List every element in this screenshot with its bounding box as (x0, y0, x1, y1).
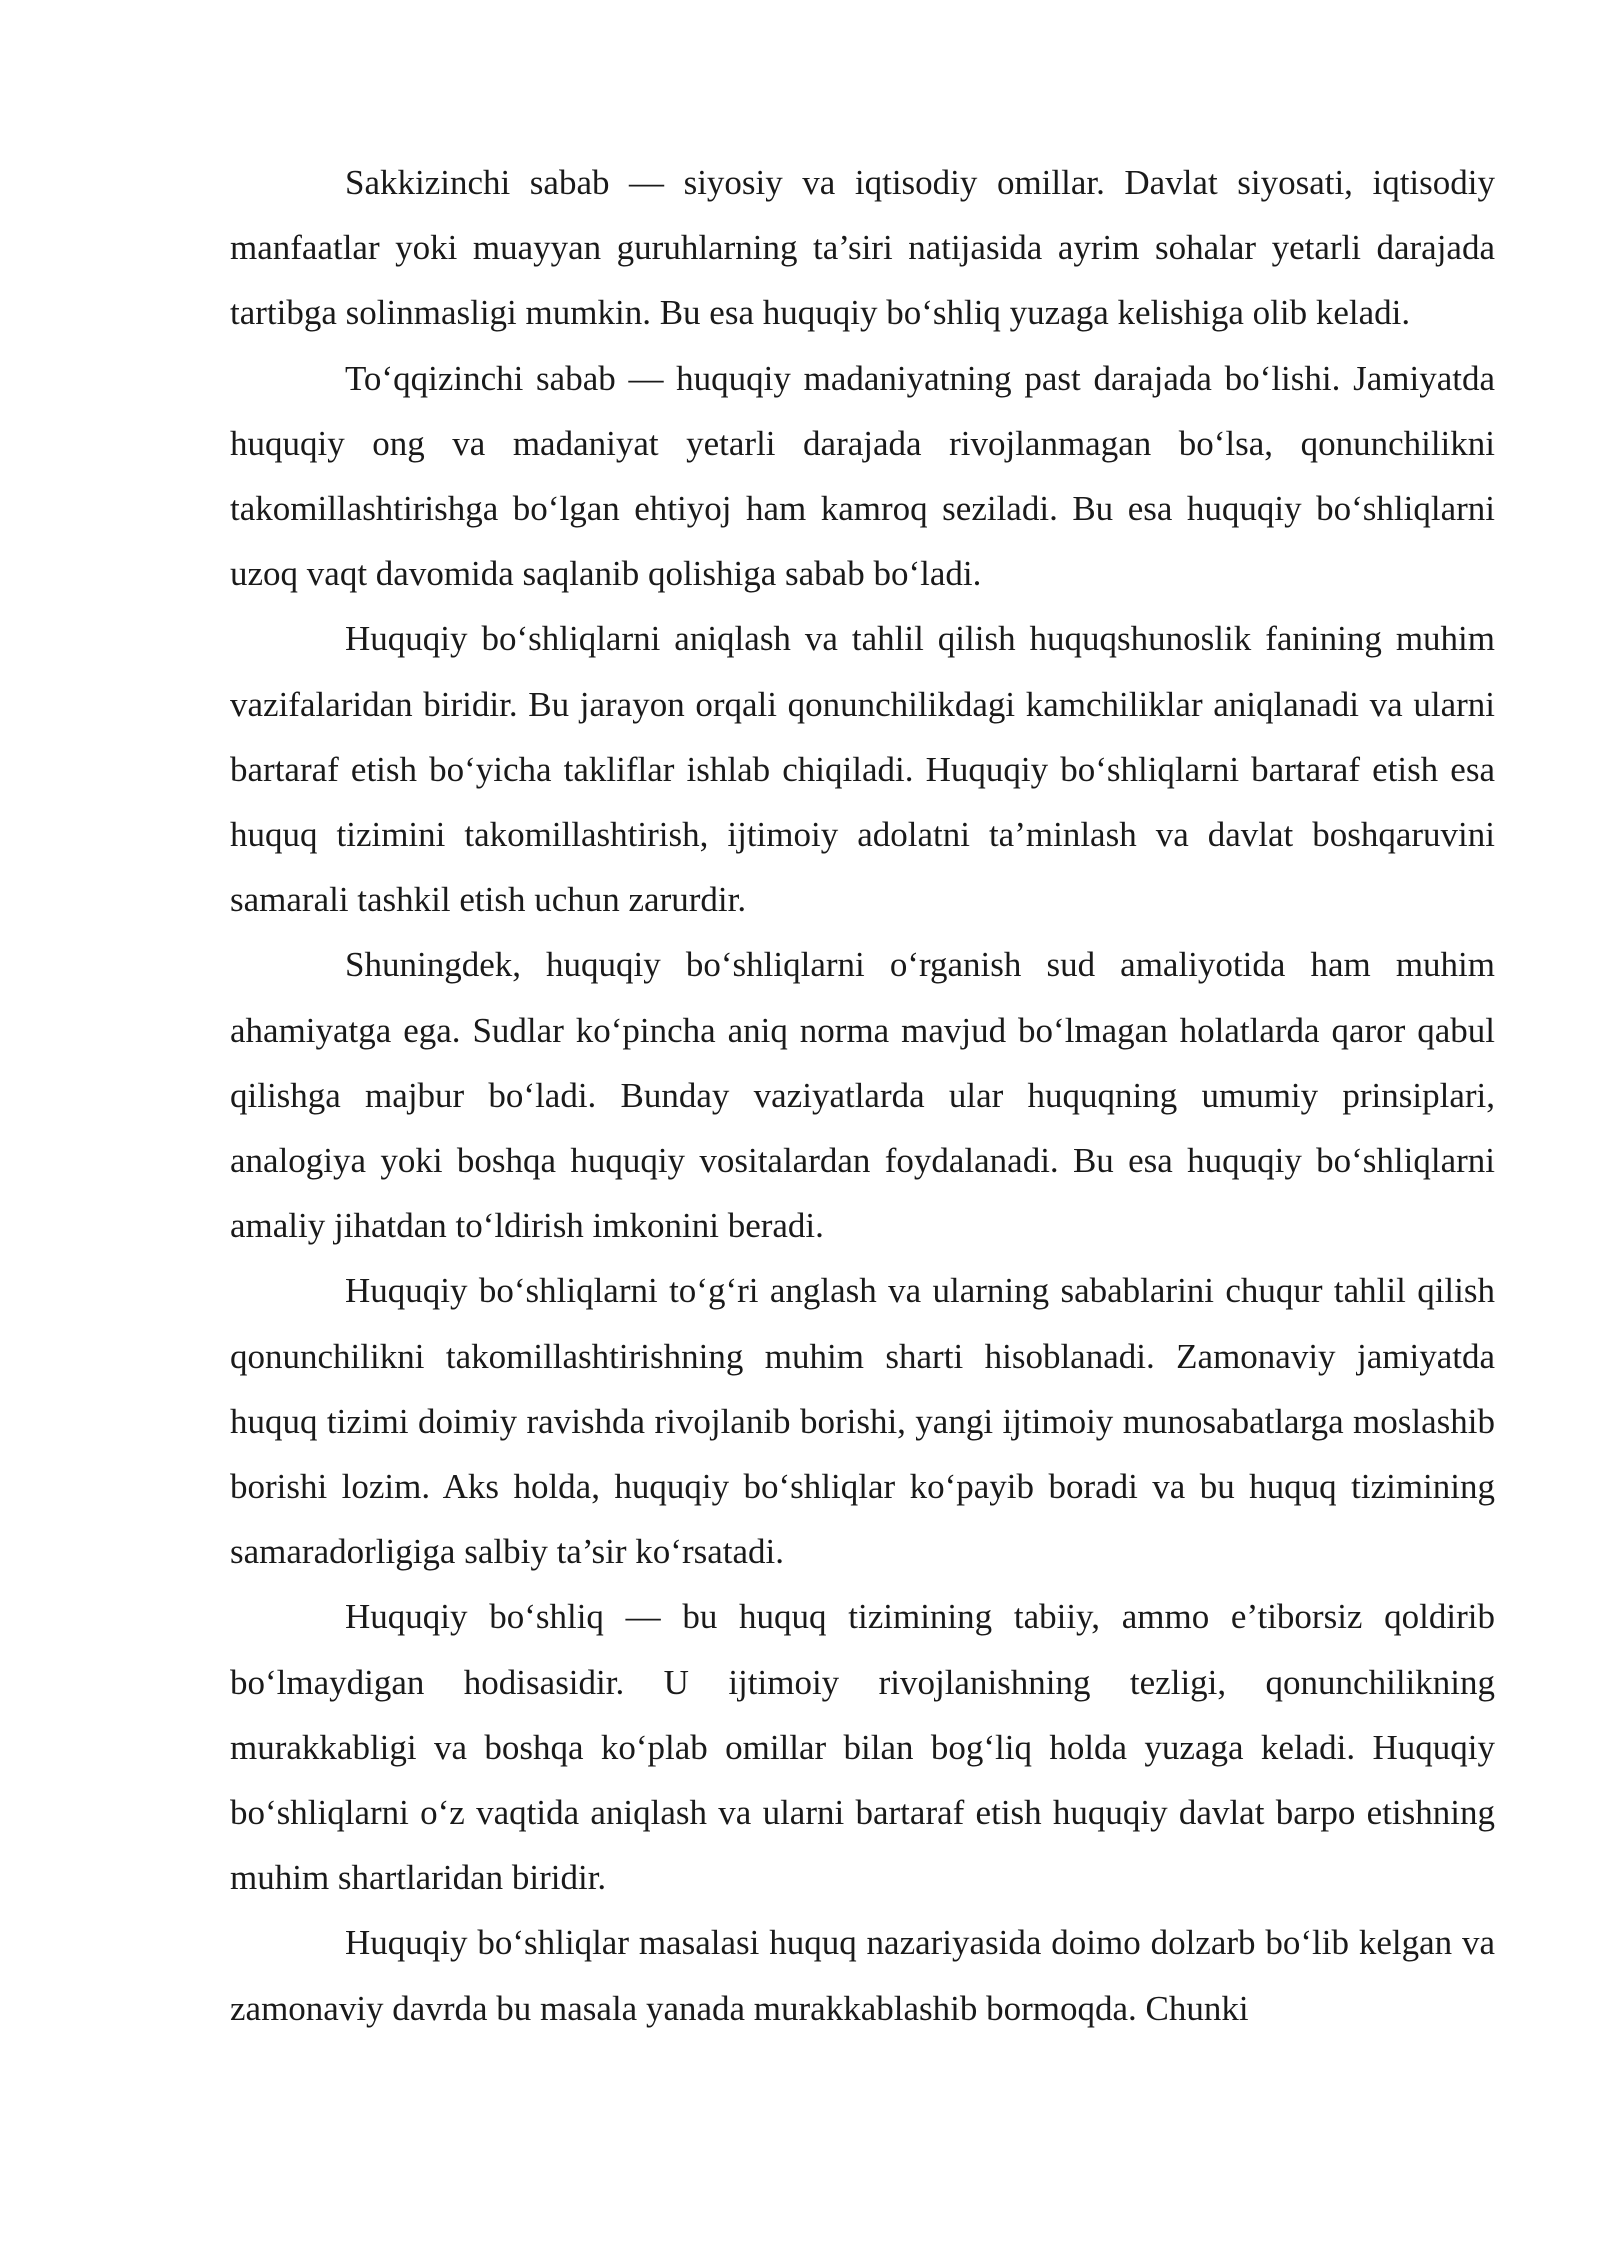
paragraph-court-practice: Shuningdek, huquqiy bo‘shliqlarni o‘rganish sud amaliyotida ham muhim ahamiyatga ega. Sudlar ko‘pincha aniq norma mavjud bo‘lmagan holatlarda qaror qabul qilishga majbur bo‘ladi. Bunday vaziyatlarda ular huquqning umumiy prinsiplari, analogiya yoki boshqa huquqiy vositalardan foydalanadi. Bu esa huquqiy bo‘shliqlarni amaliy jihatdan to‘ldirish imkonini beradi. (230, 945, 1495, 1246)
paragraph-eighth-reason: Sakkizinchi sabab — siyosiy va iqtisodiy omillar. Davlat siyosati, iqtisodiy manfaatlar yoki muayyan guruhlarning ta’siri natijasida ayrim sohalar yetarli darajada tartibga solinmasligi mumkin. Bu esa huquqiy bo‘shliq yuzaga kelishiga olib keladi. (230, 163, 1495, 333)
paragraph-understanding-gaps: Huquqiy bo‘shliqlarni to‘g‘ri anglash va ularning sabablarini chuqur tahlil qilish qonunchilikni takomillashtirishning muhim sharti hisoblanadi. Zamonaviy jamiyatda huquq tizimi doimiy ravishda rivojlanib borishi, yangi ijtimoiy munosabatlarga moslashib borishi lozim. Aks holda, huquqiy bo‘shliqlar ko‘payib boradi va bu huquq tizimining samaradorligiga salbiy ta’sir ko‘rsatadi. (230, 1271, 1495, 1572)
paragraph-legal-theory: Huquqiy bo‘shliqlar masalasi huquq nazariyasida doimo dolzarb bo‘lib kelgan va zamonaviy davrda bu masala yanada murakkablashib bormoqda. Chunki (230, 1923, 1495, 2028)
paragraph-identifying-gaps: Huquqiy bo‘shliqlarni aniqlash va tahlil qilish huquqshunoslik fanining muhim vazifalaridan biridir. Bu jarayon orqali qonunchilikdagi kamchiliklar aniqlanadi va ularni bartaraf etish bo‘yicha takliflar ishlab chiqiladi. Huquqiy bo‘shliqlarni bartaraf etish esa huquq tizimini takomillashtirish, ijtimoiy adolatni ta’minlash va davlat boshqaruvini samarali tashkil etish uchun zarurdir. (230, 619, 1495, 920)
document-body (230, 150, 1495, 2041)
paragraph-ninth-reason: To‘qqizinchi sabab — huquqiy madaniyatning past darajada bo‘lishi. Jamiyatda huquqiy ong va madaniyat yetarli darajada rivojlanmagan bo‘lsa, qonunchilikni takomillashtirishga bo‘lgan ehtiyoj ham kamroq seziladi. Bu esa huquqiy bo‘shliqlarni uzoq vaqt davomida saqlanib qolishiga sabab bo‘ladi. (230, 358, 1495, 594)
paragraph-legal-gap-definition: Huquqiy bo‘shliq — bu huquq tizimining tabiiy, ammo e’tiborsiz qoldirib bo‘lmaydigan hodisasidir. U ijtimoiy rivojlanishning tezligi, qonunchilikning murakkabligi va boshqa ko‘plab omillar bilan bog‘liq holda yuzaga keladi. Huquqiy bo‘shliqlarni o‘z vaqtida aniqlash va ularni bartaraf etish huquqiy davlat barpo etishning muhim shartlaridan biridir. (230, 1597, 1495, 1898)
